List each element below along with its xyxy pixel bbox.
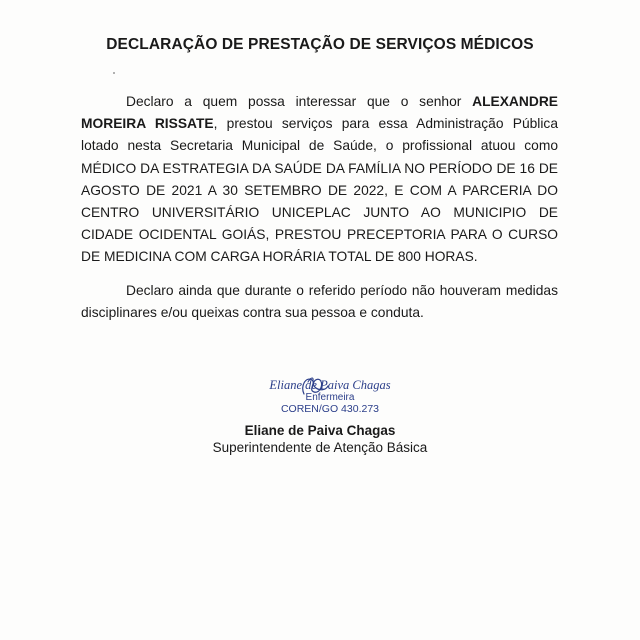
signature-block: [0, 422, 640, 456]
scan-speck: [113, 72, 115, 74]
paragraph-1-lead: Declaro a quem possa interessar que o senhor: [126, 94, 473, 109]
professional-stamp: [262, 378, 398, 420]
person-name: ALEXANDRE MOREIRA RISSATE: [81, 94, 558, 132]
stamp-registration: COREN/GO 430.273: [280, 403, 380, 415]
paragraph-2-text: Declaro ainda que durante o referido período não houveram medidas disciplinares e/ou queixas contra sua pessoa e conduta.: [81, 283, 558, 321]
declaration-paragraph-2: [81, 280, 558, 324]
stamp-name: Eliane de Paiva Chagas: [269, 378, 391, 392]
signatory-name: Eliane de Paiva Chagas: [244, 423, 396, 438]
handwritten-signature: [296, 372, 330, 402]
signatory-title: Superintendente de Atenção Básica: [212, 440, 428, 455]
paragraph-1-rest: , prestou serviços para essa Administração Pública lotado nesta Secretaria Municipal de Saúde, o profissional atuou como MÉDICO DA ESTRATEGIA DA SAÚDE DA FAMÍLIA NO PERÍODO DE 16 DE AGOSTO DE 2021 A 30 SETEMBRO DE 2022, E COM A PARCERIA DO CENTRO UNIVERSITÁRIO UNICEPLAC JUNTO AO MUNICIPIO DE CIDADE OCIDENTAL GOIÁS, PRESTOU PRECEPTORIA PARA O CURSO DE MEDICINA COM CARGA HORÁRIA TOTAL DE 800 HORAS.: [81, 116, 558, 265]
document-title: DECLARAÇÃO DE PRESTAÇÃO DE SERVIÇOS MÉDICOS: [106, 36, 534, 53]
stamp-role: Enfermeira: [305, 392, 355, 403]
declaration-paragraph-1: [81, 91, 558, 269]
